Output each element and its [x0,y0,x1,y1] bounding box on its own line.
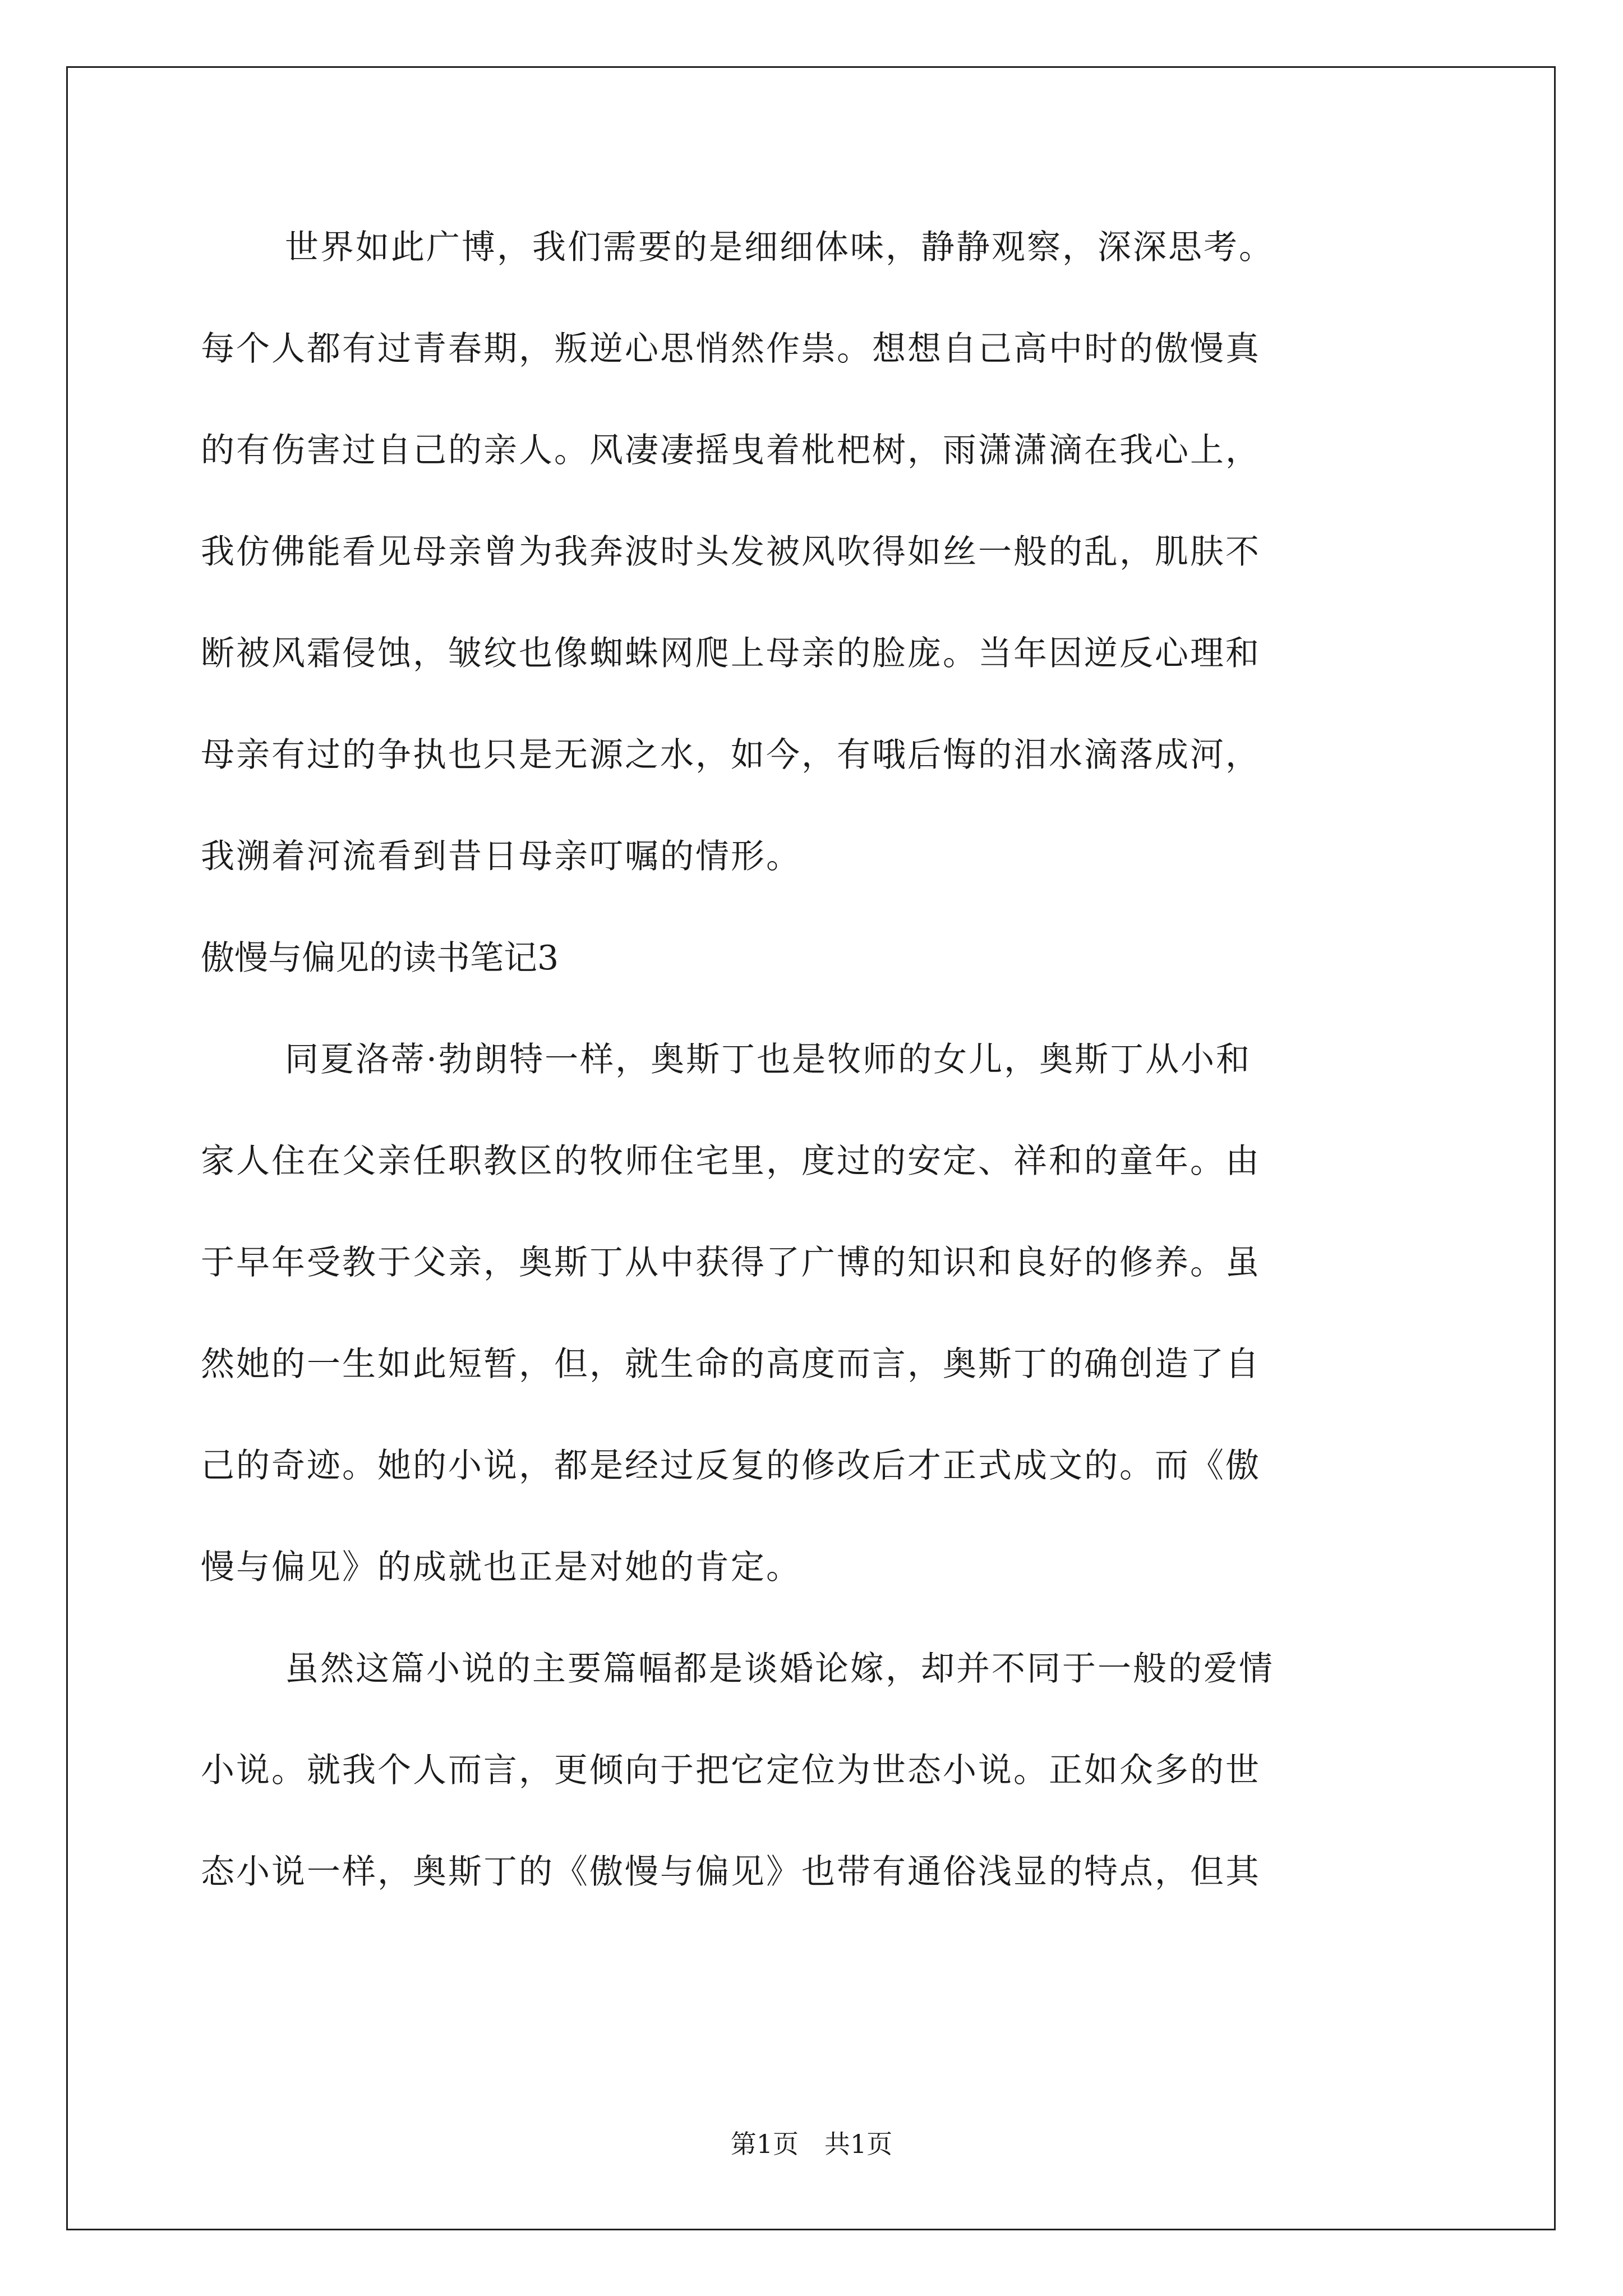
page-footer: 第1页 共1页 [730,2129,893,2159]
paragraph-2-line-3: 于早年受教于父亲，奥斯丁从中获得了广博的知识和良好的修养。虽 [201,1243,1261,1282]
paragraph-2-line-6: 慢与偏见》的成就也正是对她的肯定。 [201,1548,801,1587]
paragraph-1-line-4: 我仿佛能看见母亲曾为我奔波时头发被风吹得如丝一般的乱，肌肤不 [201,532,1261,572]
section-heading: 傲慢与偏见的读书笔记3 [201,938,559,978]
paragraph-2-line-1: 同夏洛蒂·勃朗特一样，奥斯丁也是牧师的女儿，奥斯丁从小和 [285,1040,1252,1079]
paragraph-3-line-3: 态小说一样，奥斯丁的《傲慢与偏见》也带有通俗浅显的特点，但其 [201,1852,1261,1892]
paragraph-2-line-2: 家人住在父亲任职教区的牧师住宅里，度过的安定、祥和的童年。由 [201,1142,1261,1181]
paragraph-2-line-4: 然她的一生如此短暂，但，就生命的高度而言，奥斯丁的确创造了自 [201,1345,1261,1384]
paragraph-1-line-2: 每个人都有过青春期，叛逆心思悄然作祟。想想自己高中时的傲慢真 [201,329,1261,369]
paragraph-3-line-1: 虽然这篇小说的主要篇幅都是谈婚论嫁，却并不同于一般的爱情 [285,1649,1274,1688]
document-body [201,211,1429,1937]
paragraph-1-line-1: 世界如此广博，我们需要的是细细体味，静静观察，深深思考。 [285,228,1274,267]
paragraph-2-line-5: 己的奇迹。她的小说，都是经过反复的修改后才正式成文的。而《傲 [201,1446,1261,1485]
paragraph-1-line-5: 断被风霜侵蚀，皱纹也像蜘蛛网爬上母亲的脸庞。当年因逆反心理和 [201,634,1261,673]
paragraph-1-line-7: 我溯着河流看到昔日母亲叮嘱的情形。 [201,837,801,876]
paragraph-3-line-2: 小说。就我个人而言，更倾向于把它定位为世态小说。正如众多的世 [201,1751,1261,1790]
paragraph-1-line-6: 母亲有过的争执也只是无源之水，如今，有哦后悔的泪水滴落成河， [201,735,1261,775]
paragraph-1-line-3: 的有伤害过自己的亲人。风凄凄摇曳着枇杷树，雨潇潇滴在我心上， [201,431,1261,470]
